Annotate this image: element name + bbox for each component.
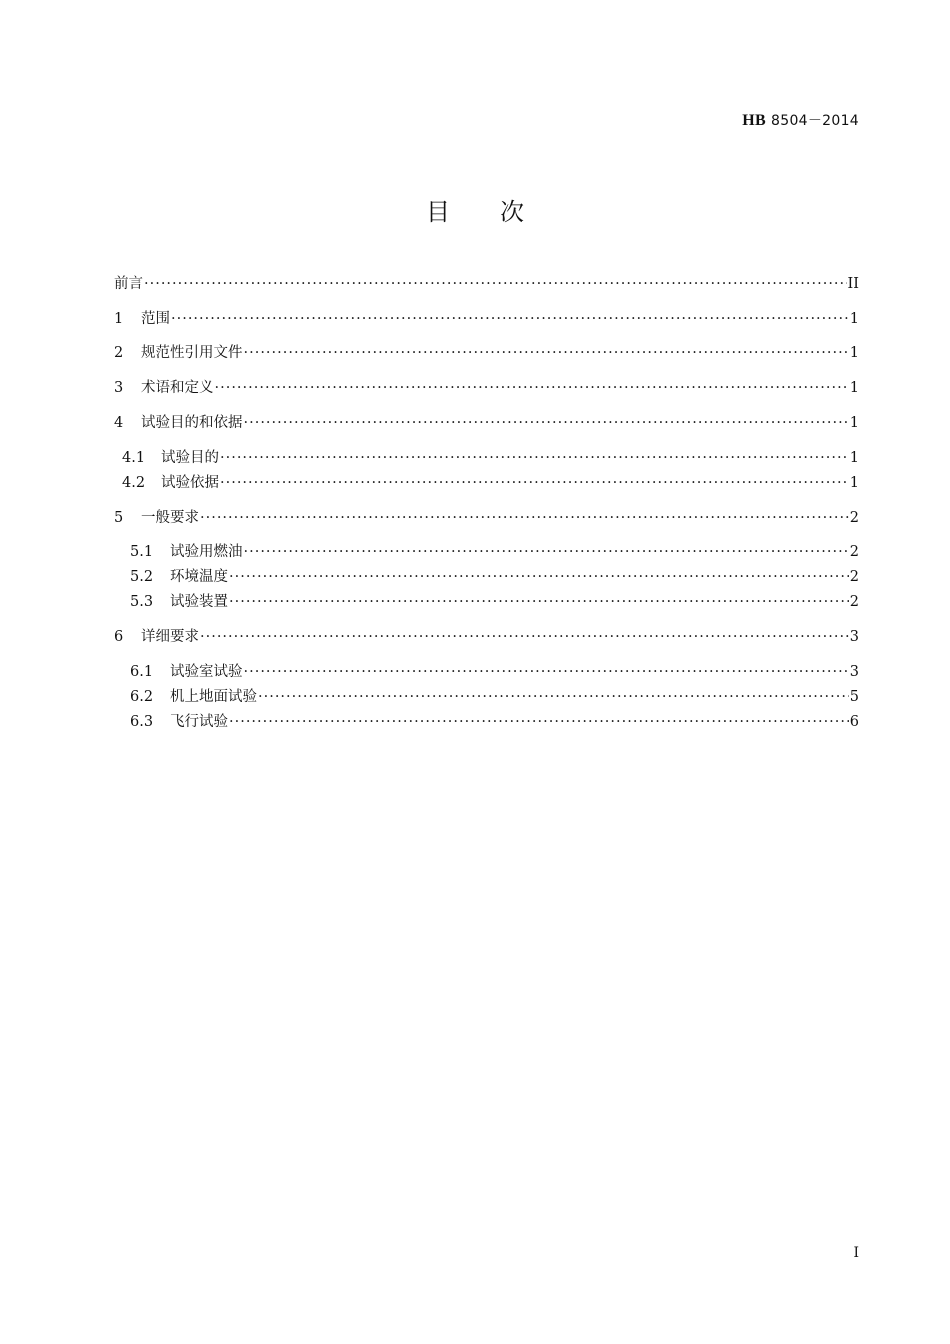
toc-entry-number: 3 [114, 380, 124, 396]
toc-entry-number: 2 [114, 345, 124, 361]
page-number: I [853, 1245, 859, 1261]
toc-entry-number: 6 [114, 629, 124, 645]
toc-entry-number: 6.3 [130, 714, 154, 730]
toc-subentry[interactable] [130, 592, 859, 612]
toc-entry[interactable] [114, 627, 859, 647]
toc-entry-label: 试验目的和依据 [141, 415, 243, 431]
toc-entry-page: 1 [849, 345, 859, 361]
toc-entry-page: 1 [849, 380, 859, 396]
toc-entry[interactable] [114, 343, 859, 363]
toc-entry-number: 5.2 [130, 569, 154, 585]
toc-entry-page: 3 [849, 629, 859, 645]
toc-entry-label: 一般要求 [141, 510, 199, 526]
toc-entry-number: 6.2 [130, 689, 154, 705]
standard-year: 8504－2014 [771, 113, 859, 129]
toc-entry-number: 5.1 [130, 544, 154, 560]
toc-entry-label: 机上地面试验 [170, 689, 257, 705]
toc-entry-page: 2 [849, 544, 859, 560]
toc-entry-page: 3 [849, 664, 859, 680]
toc-subentry[interactable] [130, 687, 859, 707]
toc-entry-label: 试验装置 [170, 594, 228, 610]
toc-entry-page: II [847, 276, 859, 292]
toc-entry-label: 试验用燃油 [170, 544, 243, 560]
standard-number [742, 110, 859, 130]
toc-entry-number: 5 [114, 510, 124, 526]
standard-code: HB [742, 112, 766, 129]
toc-entry[interactable] [114, 413, 859, 433]
toc-entry-number: 5.3 [130, 594, 154, 610]
toc-entry-number: 6.1 [130, 664, 154, 680]
toc-entry-page: 1 [849, 311, 859, 327]
toc-entry-label: 试验依据 [161, 475, 219, 491]
toc-subentry[interactable] [130, 567, 859, 587]
toc-entry-number: 1 [114, 311, 124, 327]
toc-entry-label: 范围 [141, 311, 170, 327]
page-title: 目次 [426, 198, 574, 226]
toc-entry-number: 4.1 [122, 450, 146, 466]
toc-entry-page: 1 [849, 415, 859, 431]
toc-entry-label: 环境温度 [170, 569, 228, 585]
toc-entry-page: 2 [849, 569, 859, 585]
toc-entry-page: 1 [849, 475, 859, 491]
toc-subentry[interactable] [130, 662, 859, 682]
toc-entry-page: 6 [849, 714, 859, 730]
toc-subentry[interactable] [130, 542, 859, 562]
toc-entry-label: 试验室试验 [170, 664, 243, 680]
toc-entry-foreword[interactable] [114, 274, 859, 294]
toc-entry-label: 术语和定义 [141, 380, 214, 396]
toc-subentry[interactable] [122, 448, 859, 468]
toc-entry-number: 4.2 [122, 475, 146, 491]
toc-entry-label: 详细要求 [141, 629, 199, 645]
toc-subentry[interactable] [122, 473, 859, 493]
toc-entry-label: 试验目的 [161, 450, 219, 466]
toc-entry-label: 飞行试验 [170, 714, 228, 730]
toc-entry-page: 5 [849, 689, 859, 705]
toc-entry-label: 前言 [114, 276, 143, 292]
toc-entry[interactable] [114, 508, 859, 528]
toc-entry-label: 规范性引用文件 [141, 345, 243, 361]
toc-entry-number: 4 [114, 415, 124, 431]
toc-entry-page: 2 [849, 594, 859, 610]
toc-entry[interactable] [114, 309, 859, 329]
toc-entry-page: 1 [849, 450, 859, 466]
toc-subentry[interactable] [130, 712, 859, 732]
toc-entry-page: 2 [849, 510, 859, 526]
toc-entry[interactable] [114, 378, 859, 398]
